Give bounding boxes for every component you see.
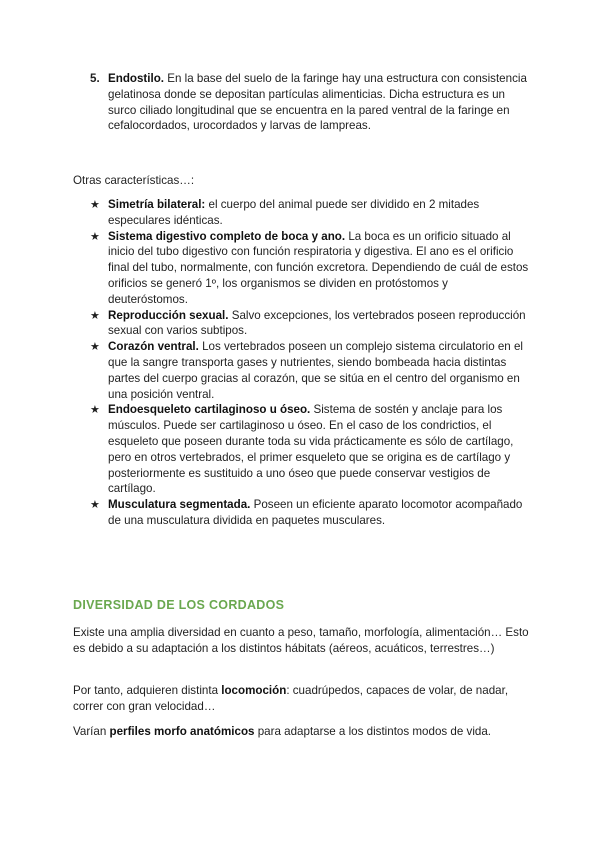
- item-title: Musculatura segmentada.: [108, 498, 251, 512]
- item-text: Salvo excepciones, los vertebrados poseen reproducción sexual con varios subtipos.: [108, 308, 526, 338]
- paragraph-bold: perfiles morfo anatómicos: [109, 725, 255, 738]
- list-item-endostilo: [90, 71, 530, 134]
- item-title: Endoesqueleto cartilaginoso u óseo.: [108, 403, 311, 417]
- star-icon: ★: [90, 198, 100, 211]
- star-icon: ★: [90, 403, 100, 417]
- paragraph-text: Por tanto, adquieren distinta: [73, 684, 222, 697]
- item-title: Reproducción sexual.: [108, 308, 229, 322]
- item-title: Sistema digestivo completo de boca y ano.: [108, 229, 346, 243]
- list-item: [90, 197, 530, 229]
- paragraph-text: : cuadrúpedos, capaces de volar, de nadar, correr con gran velocidad…: [73, 684, 509, 713]
- list-item: [90, 229, 530, 308]
- paragraph-profiles: [73, 724, 533, 740]
- list-item: [90, 339, 530, 402]
- paragraph-diversity: Existe una amplia diversidad en cuanto a peso, tamaño, morfología, alimentación… Esto es debido a su adaptación a los distintos hábitats (aéreos, acuáticos, terrestres…): [73, 626, 529, 655]
- paragraph-bold: locomoción: [221, 684, 287, 697]
- list-item: [90, 308, 530, 340]
- list-number: 5.: [90, 72, 100, 85]
- list-item: [90, 497, 530, 529]
- paragraph-locomotion: [73, 683, 533, 715]
- list-item-body: [108, 71, 530, 134]
- features-list: [90, 197, 530, 529]
- star-icon: ★: [90, 340, 100, 354]
- item-text: La boca es un orificio situado al inicio del tubo digestivo con función respiratoria y digestiva. El ano es el orificio final del tubo, normalmente, con función excretora. Dependiendo de cuál de estos orificios se generó 1º, los organismos se dividen en protóstomos y deuteróstomos.: [108, 229, 529, 306]
- item-text: Los vertebrados poseen un complejo sistema circulatorio en el que la sangre transporta gases y nutrientes, siendo bombeada hacia distintas partes del cuerpo gracias al corazón, que se sitúa en el centro del organismo en una posición ventral.: [108, 340, 523, 401]
- list-item: [90, 402, 530, 497]
- star-icon: ★: [90, 229, 100, 243]
- item-text: Sistema de sostén y anclaje para los músculos. Puede ser cartilaginoso u óseo. En el caso de los condrictios, el esqueleto que poseen durante toda su vida prácticamente es sólo de cartílago, pero en otros vertebrados, el primer esqueleto que se origina es de cartílago y posteriormente es sustituido a uno óseo que puede conservar vestigios de cartílago.: [108, 403, 514, 496]
- item-text: En la base del suelo de la faringe hay una estructura con consistencia gelatinosa donde se depositan partículas alimenticias. Dicha estructura es un surco ciliado longitudinal que se encuentra en la pared ventral de la faringe en cefalocordados, urocordados y larvas de lampreas.: [108, 72, 527, 133]
- paragraph-text: para adaptarse a los distintos modos de vida.: [254, 725, 492, 738]
- section-heading: DIVERSIDAD DE LOS CORDADOS: [73, 598, 285, 612]
- item-text: Poseen un eficiente aparato locomotor acompañado de una musculatura dividida en paquetes musculares.: [108, 498, 523, 527]
- star-icon: ★: [90, 308, 100, 322]
- item-title: Endostilo.: [108, 72, 165, 85]
- star-icon: ★: [90, 498, 100, 512]
- item-title: Simetría bilateral:: [108, 198, 206, 211]
- item-text: el cuerpo del animal puede ser dividido en 2 mitades especulares idénticas.: [108, 198, 480, 227]
- intro-text: Otras características…:: [73, 174, 195, 187]
- item-title: Corazón ventral.: [108, 340, 199, 354]
- paragraph-text: Varían: [73, 725, 110, 738]
